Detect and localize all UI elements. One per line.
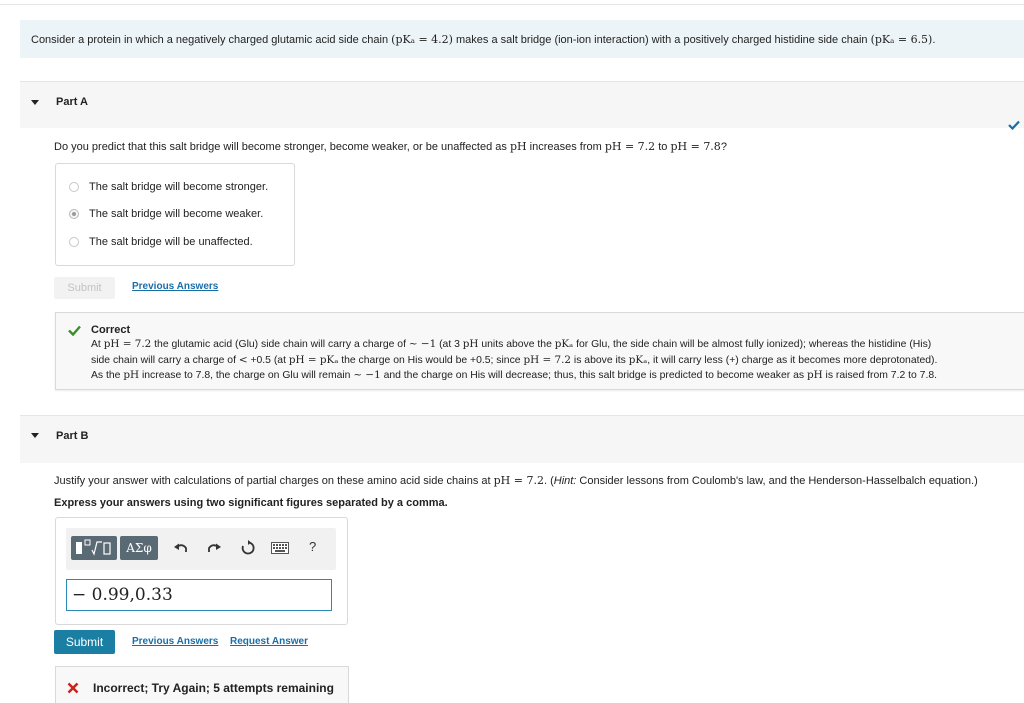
fb-text: the glutamic acid (Glu) side chain will carry a charge of <box>151 339 409 350</box>
fb-text: +0.5 (at <box>247 354 289 366</box>
part-a-previous-answers-link[interactable]: Previous Answers <box>132 281 219 292</box>
option-stronger[interactable] <box>69 181 268 193</box>
question-text: Consider lessons from Coulomb's law, and the Henderson-Hasselbalch equation.) <box>576 475 978 487</box>
fb-math: ~ −1 <box>353 369 381 381</box>
fb-text: is above its <box>571 354 629 366</box>
fb-text: side chain will carry a charge of <box>91 354 239 366</box>
check-icon <box>1008 120 1020 130</box>
fb-text: As the <box>91 370 124 381</box>
radio-button[interactable] <box>69 182 79 192</box>
question-text: . ( <box>543 475 554 487</box>
fb-math: pH <box>462 338 479 350</box>
caret-down-icon[interactable] <box>31 100 39 105</box>
fb-text: the charge on His would be +0.5; since <box>338 354 524 366</box>
greek-symbols-button[interactable]: ΑΣφ <box>120 536 158 560</box>
redo-icon[interactable] <box>206 540 222 556</box>
option-unaffected[interactable] <box>69 236 253 248</box>
math-ph-start: pH = 7.2 <box>604 140 656 153</box>
math-ph-end: pH = 7.8 <box>670 140 721 153</box>
question-text: ? <box>720 141 727 153</box>
math-ph: pH <box>509 140 527 153</box>
fb-math: < <box>238 353 248 366</box>
fb-math: pKₐ <box>554 338 574 350</box>
fb-math: pH <box>123 369 140 381</box>
fb-text: increase to 7.8, the charge on Glu will remain <box>139 370 354 381</box>
fb-text: and the charge on His will decrease; thus, this salt bridge is predicted to become weaker as <box>380 370 807 381</box>
option-label: The salt bridge will become weaker. <box>89 208 264 220</box>
feedback-title: Correct <box>91 324 131 336</box>
his-pka: (pKₐ = 6.5) <box>870 33 933 46</box>
fb-math: ~ −1 <box>408 338 437 350</box>
part-b-header[interactable] <box>20 415 1024 463</box>
part-a-header[interactable] <box>20 81 1024 128</box>
reset-icon[interactable] <box>240 540 256 556</box>
fb-text: , it will carry less (+) charge as it becomes more deprotonated). <box>647 354 938 366</box>
answer-options <box>55 163 295 266</box>
hint-label: Hint: <box>553 475 577 487</box>
part-b-instruction: Express your answers using two significant figures separated by a comma. <box>54 497 448 509</box>
part-a-question <box>54 140 727 153</box>
fb-text: for Glu, the side chain will be almost fully ionized); whereas the histidine (His) <box>573 339 932 350</box>
question-text: increases from <box>526 141 605 153</box>
top-divider <box>0 4 1024 5</box>
feedback-explanation <box>91 337 1024 384</box>
fb-math: pH = pKₐ <box>288 353 339 366</box>
part-b-title: Part B <box>56 430 89 442</box>
question-text: Do you predict that this salt bridge will become stronger, become weaker, or be unaffected as <box>54 141 510 153</box>
caret-down-icon[interactable] <box>31 433 39 438</box>
part-a-submit-button[interactable]: Submit <box>54 277 115 299</box>
request-answer-link[interactable]: Request Answer <box>230 636 308 647</box>
intro-text: . <box>932 34 936 46</box>
x-icon <box>67 682 79 694</box>
intro-text: Consider a protein in which a negatively charged glutamic acid side chain <box>31 34 392 46</box>
part-b-submit-button[interactable]: Submit <box>54 630 115 654</box>
glu-pka: (pKₐ = 4.2) <box>391 33 453 46</box>
fb-math: pH <box>806 369 823 381</box>
question-text: Justify your answer with calculations of partial charges on these amino acid side chains at <box>54 475 494 487</box>
option-label: The salt bridge will become stronger. <box>89 181 269 193</box>
radio-button[interactable] <box>69 237 79 247</box>
question-text: to <box>655 141 671 153</box>
answer-input[interactable]: − 0.99,0.33 <box>66 579 332 611</box>
help-button[interactable]: ? <box>309 539 317 554</box>
check-icon <box>68 325 81 336</box>
part-b-previous-answers-link[interactable]: Previous Answers <box>132 636 219 647</box>
part-b-question <box>54 474 978 487</box>
math-toolbar <box>66 528 336 570</box>
fb-text: units above the <box>478 339 555 350</box>
fb-text: is raised from 7.2 to 7.8. <box>822 370 938 381</box>
undo-icon[interactable] <box>173 540 189 556</box>
fb-text: (at 3 <box>436 339 463 350</box>
fb-math: pH = 7.2 <box>523 353 572 366</box>
incorrect-message: Incorrect; Try Again; 5 attempts remaining <box>93 681 334 695</box>
keyboard-icon[interactable] <box>271 542 289 554</box>
math-ph: pH = 7.2 <box>493 474 544 487</box>
option-weaker[interactable] <box>69 208 263 220</box>
part-a-title: Part A <box>56 96 88 108</box>
answer-editor <box>55 517 348 625</box>
template-button[interactable] <box>71 536 117 560</box>
fb-math: pH = 7.2 <box>103 338 152 350</box>
radio-button-selected[interactable] <box>69 209 79 219</box>
incorrect-feedback <box>55 666 349 703</box>
intro-text: makes a salt bridge (ion-ion interaction) with a positively charged histidine side chain <box>452 34 871 46</box>
fb-text: At <box>91 339 104 350</box>
option-label: The salt bridge will be unaffected. <box>89 236 253 248</box>
problem-statement <box>20 20 1024 58</box>
template-icon <box>71 536 117 560</box>
correct-feedback <box>55 312 1024 390</box>
fb-math: pKₐ <box>628 353 648 366</box>
